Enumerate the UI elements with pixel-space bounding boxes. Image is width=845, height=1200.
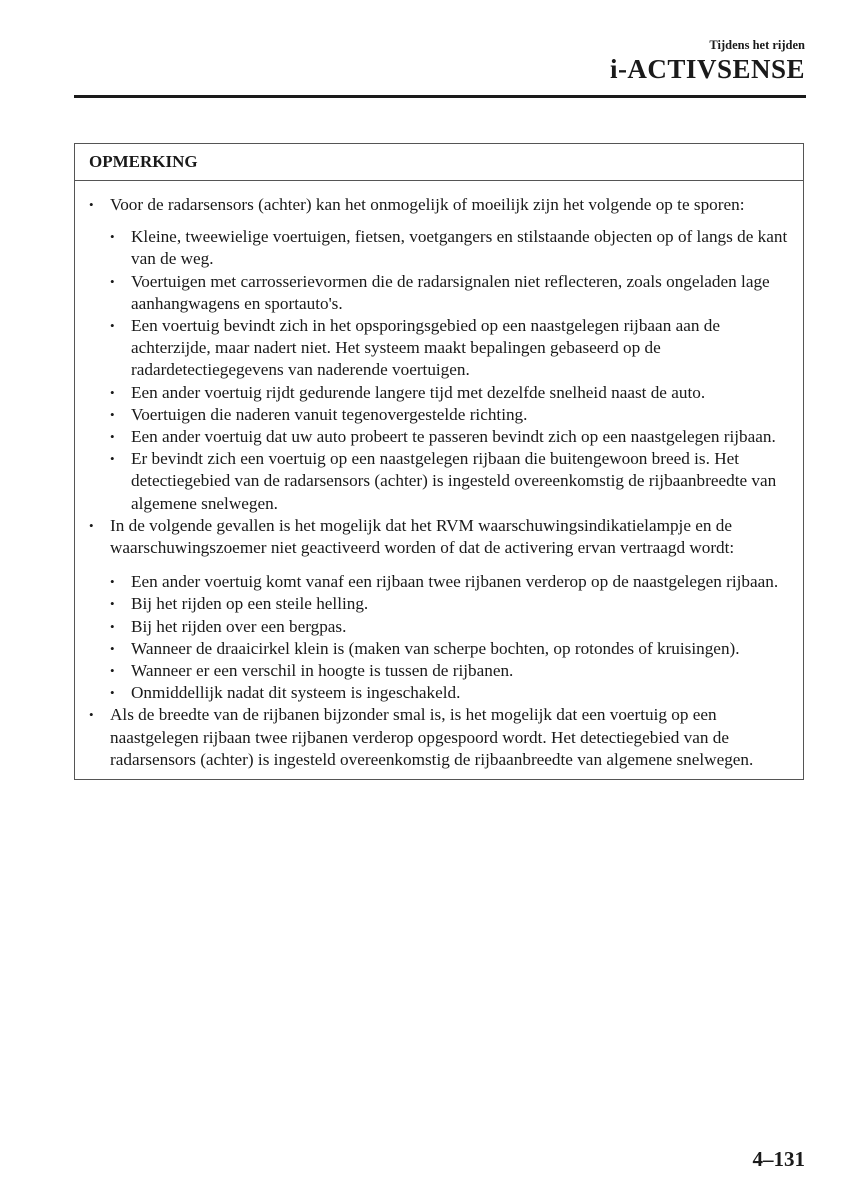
bullet-marker: •: [110, 273, 115, 289]
sublist-item: [110, 682, 793, 704]
page-number: 4–131: [752, 1147, 805, 1171]
sublist-item: [110, 593, 793, 615]
sublist-item: [110, 226, 793, 270]
bullet-marker: •: [110, 640, 115, 656]
sublist-item-text: Kleine, tweewielige voertuigen, fietsen, voetgangers en stilstaande objecten op of langs de kant van de weg.: [131, 227, 788, 269]
list-item: [89, 515, 793, 559]
bullet-marker: •: [110, 451, 115, 467]
sublist-item-text: Wanneer de draaicirkel klein is (maken van scherpe bochten, op rotondes of kruisingen).: [131, 638, 740, 658]
list-item-text: Als de breedte van de rijbanen bijzonder smal is, is het mogelijk dat een voertuig op een naastgelegen rijbaan twee rijbanen verderop opgespoord wordt. Het detectiegebied van de radarsensors (achter) is ingesteld overeenkomstig de rijbaanbreedte van algemene snelwegen.: [110, 705, 754, 769]
bullet-marker: •: [89, 517, 94, 533]
sublist-item: [110, 660, 793, 682]
sublist: [110, 226, 793, 515]
sublist-item: [110, 571, 793, 593]
bullet-marker: •: [110, 406, 115, 422]
bullet-marker: •: [110, 618, 115, 634]
list-item: [89, 194, 793, 216]
bullet-marker: •: [110, 429, 115, 445]
sublist-item: [110, 426, 793, 448]
sublist-item: [110, 315, 793, 382]
bullet-marker: •: [110, 685, 115, 701]
bullet-marker: •: [110, 574, 115, 590]
list-item: [89, 704, 793, 771]
sublist-item-text: Voertuigen die naderen vanuit tegenovergestelde richting.: [131, 404, 528, 424]
bullet-marker: •: [110, 384, 115, 400]
note-heading: OPMERKING: [75, 144, 803, 181]
bullet-marker: •: [110, 663, 115, 679]
sublist-item-text: Bij het rijden op een steile helling.: [131, 594, 369, 614]
sublist-item: [110, 448, 793, 515]
sublist-item-text: Wanneer er een verschil in hoogte is tussen de rijbanen.: [131, 661, 514, 681]
sublist-item-text: Een voertuig bevindt zich in het opsporingsgebied op een naastgelegen rijbaan aan de achterzijde, maar nadert niet. Het systeem maakt bepalingen gebaseerd op de radardetectiegegevens van naderende voertuigen.: [131, 316, 720, 380]
sublist-item-text: Voertuigen met carrosserievormen die de radarsignalen niet reflecteren, zoals ongeladen lage aanhangwagens en sportauto's.: [131, 271, 770, 313]
note-box: [74, 143, 804, 780]
bullet-marker: •: [89, 197, 94, 212]
sublist-item: [110, 382, 793, 404]
list-item-text: Voor de radarsensors (achter) kan het onmogelijk of moeilijk zijn het volgende op te sporen:: [110, 195, 745, 214]
sublist-item: [110, 616, 793, 638]
bullet-marker: •: [110, 229, 115, 245]
bullet-marker: •: [110, 318, 115, 334]
sublist-item: [110, 638, 793, 660]
note-body: [75, 181, 803, 779]
bullet-marker: •: [110, 596, 115, 612]
sublist-item-text: Een ander voertuig komt vanaf een rijbaan twee rijbanen verderop op de naastgelegen rijbaan.: [131, 572, 779, 592]
sublist-item-text: Er bevindt zich een voertuig op een naastgelegen rijbaan die buitengewoon breed is. Het detectiegebied van de radarsensors (achter) is ingesteld overeenkomstig de rijbaanbreedte van algemene snelwegen.: [131, 449, 777, 513]
sublist: [110, 571, 793, 704]
sublist-item-text: Onmiddellijk nadat dit systeem is ingeschakeld.: [131, 683, 461, 703]
list-item-text: In de volgende gevallen is het mogelijk dat het RVM waarschuwingsindikatielampje en de waarschuwingszoemer niet geactiveerd worden of dat de activering ervan vertraagd wordt:: [110, 515, 735, 558]
sublist-item: [110, 404, 793, 426]
section-title: Tijdens het rijden: [709, 38, 805, 52]
sublist-item-text: Bij het rijden over een bergpas.: [131, 616, 347, 636]
sublist-item-text: Een ander voertuig dat uw auto probeert te passeren bevindt zich op een naastgelegen rijbaan.: [131, 427, 776, 447]
chapter-title: i-ACTIVSENSE: [609, 54, 805, 84]
bullet-marker: •: [89, 707, 94, 723]
header-divider: [74, 95, 806, 98]
sublist-item-text: Een ander voertuig rijdt gedurende langere tijd met dezelfde snelheid naast de auto.: [131, 382, 706, 402]
sublist-item: [110, 271, 793, 315]
